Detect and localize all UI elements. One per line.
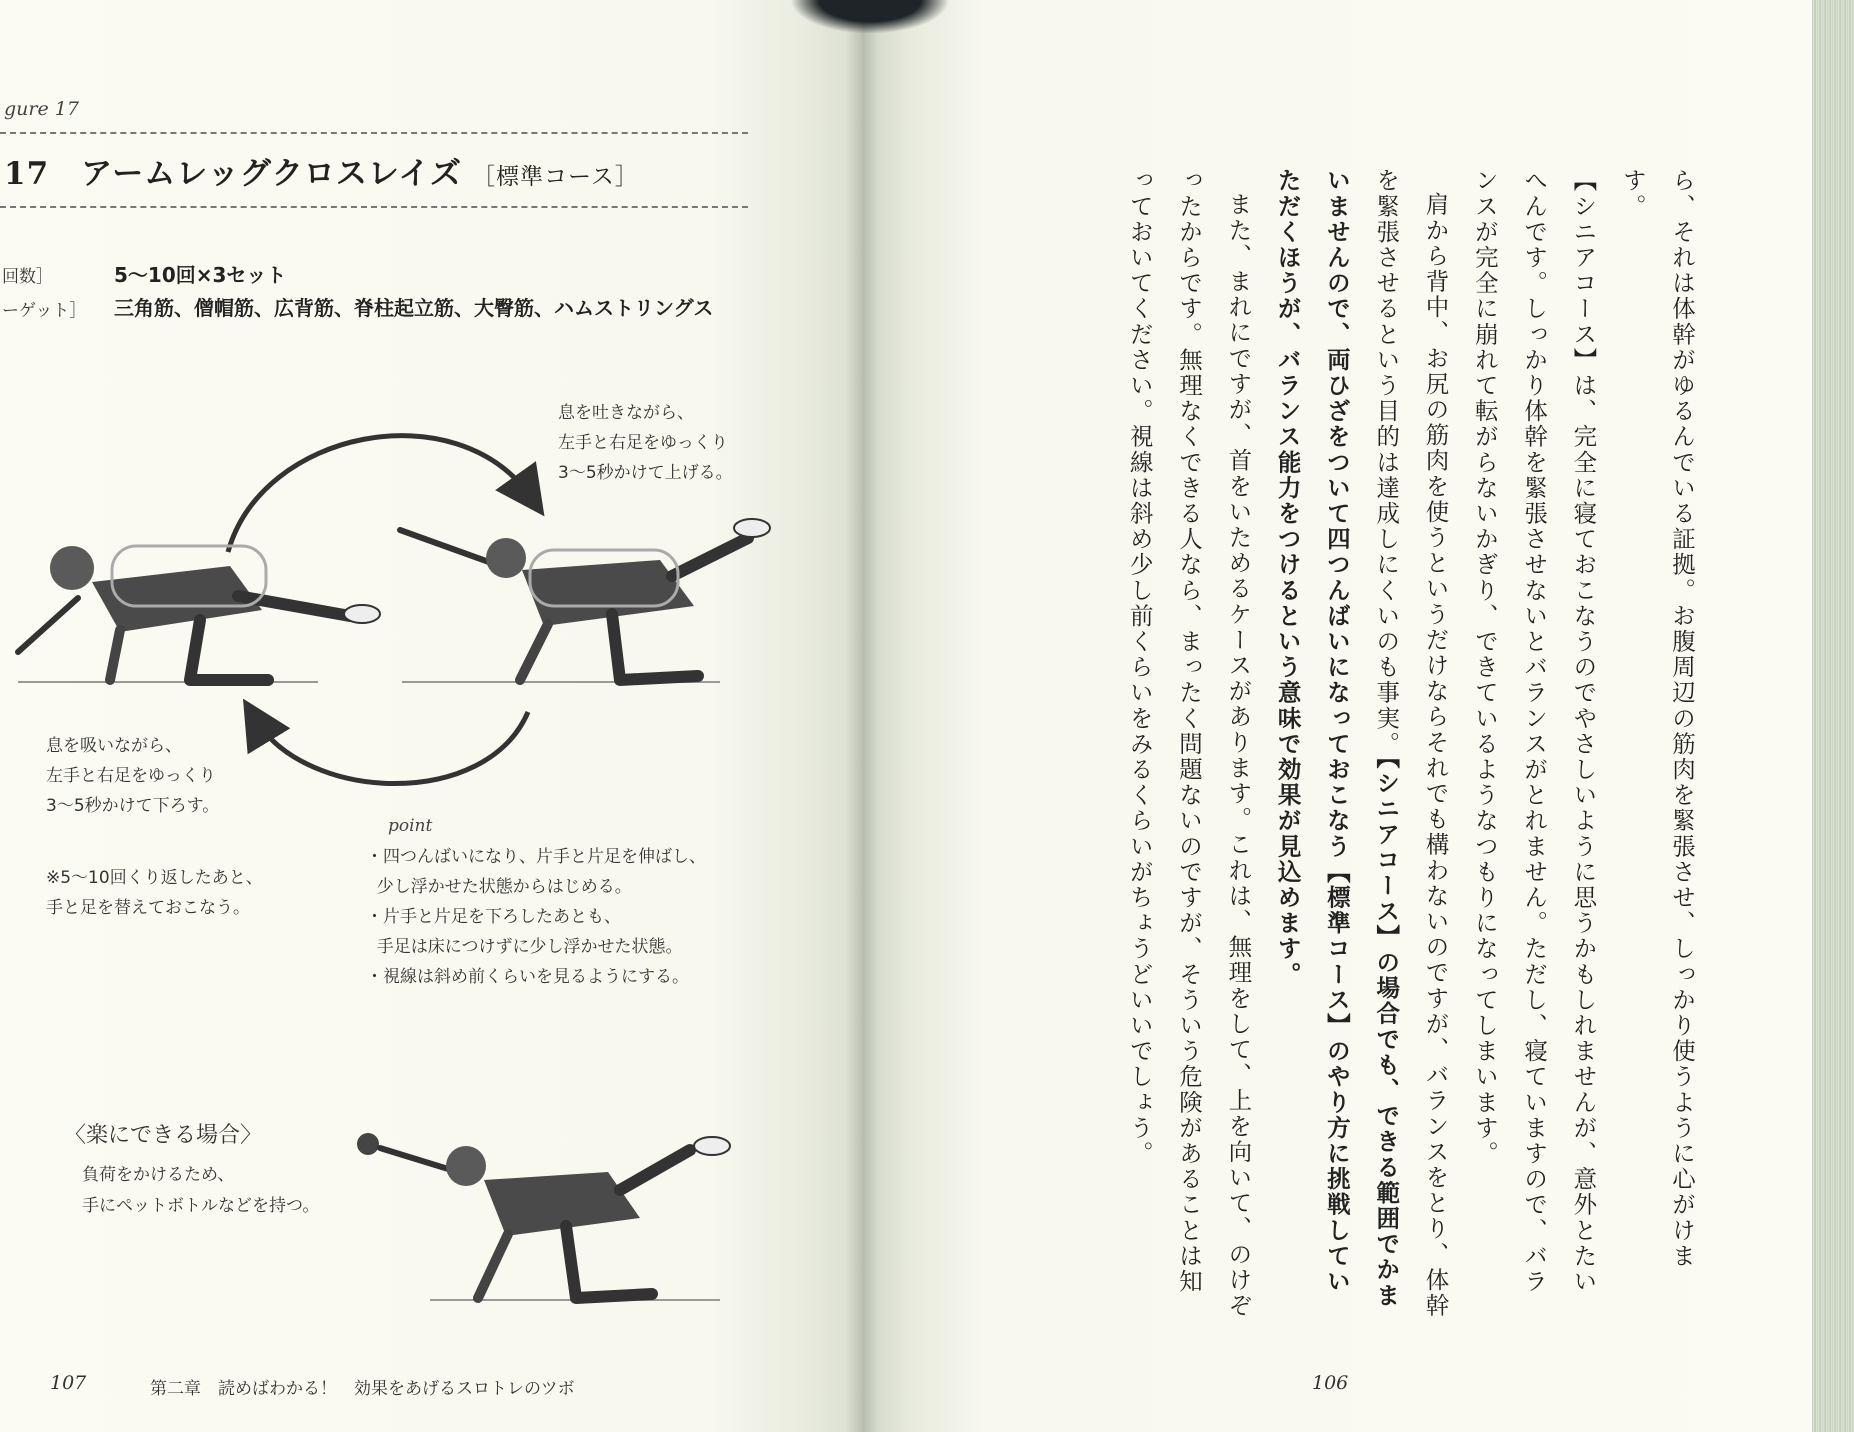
emphasis-text: 【シニアコース】の場合でも、できる範囲でかまいませんので、両ひざをついて四つんばいになっておこなう【標準コース】のやり方に挑戦していただくほうが、バランス能力をつけるという意味で効果が見込めます。 xyxy=(1273,168,1401,1309)
easy-variant-title: 〈楽にできる場合〉 xyxy=(64,1123,263,1148)
easy-variant-note: 負荷をかけるため、 手にペットボトルなどを持つ。 xyxy=(82,1165,320,1216)
body-text xyxy=(960,168,1706,1318)
page-number-right: 106 xyxy=(1312,1372,1349,1394)
course-label: ［標準コース］ xyxy=(472,164,639,190)
figure-start-position-icon xyxy=(18,546,380,682)
paragraph: また、まれにですが、首をいためるケースがあります。これは、無理をして、上を向いて、のけぞったからです。無理なくできる人なら、まったく問題ないのですが、そういう危険があることは知っておいてください。視線は斜め少し前くらいをみるくらいがちょうどいいでしょう。 xyxy=(1125,168,1253,1318)
exhale-note: 息を吐きながら、 左手と右足をゆっくり 3〜5秒かけて上げる。 xyxy=(558,403,733,483)
point-item: ・四つんばいになり、片手と片足を伸ばし、 少し浮かせた状態からはじめる。 xyxy=(366,847,706,897)
paragraph xyxy=(1262,168,1459,1318)
spec-reps-value: 5〜10回×3セット xyxy=(114,263,287,287)
figure-label: gure 17 xyxy=(4,98,79,120)
title-text: アームレッグクロスレイズ xyxy=(81,156,463,192)
point-title: point xyxy=(388,816,433,836)
repeat-note: ※5〜10回くり返したあと、 手と足を替えておこなう。 xyxy=(46,868,263,918)
exercise-illustrations xyxy=(0,0,862,1432)
text-run: 肩から背中、お尻の筋肉を使うというだけならそれでも構わないのですが、バランスをとり、体幹を緊張させるという目的は達成しにくいのも事実。 xyxy=(1372,168,1450,1318)
figure-easy-variant-icon xyxy=(357,1133,730,1300)
spec-target-value: 三角筋、僧帽筋、広背筋、脊柱起立筋、大臀筋、ハムストリングス xyxy=(114,296,714,320)
paragraph: ら、それは体幹がゆるんでいる証拠。お腹周辺の筋肉を緊張させ、しっかり使うように心がけます。 xyxy=(1618,168,1696,1269)
spec-reps-label: 回数］ xyxy=(2,267,53,287)
point-item: ・視線は斜め前くらいを見るようにする。 xyxy=(366,967,689,987)
point-item: ・片手と片足を下ろしたあとも、 手足は床につけずに少し浮かせた状態。 xyxy=(366,907,683,957)
running-head: 第二章 読めばわかる！ 効果をあげるスロトレのツボ xyxy=(150,1379,575,1399)
title-number: 17 xyxy=(4,156,50,192)
page-number-left: 107 xyxy=(50,1372,87,1394)
page-edges xyxy=(1812,0,1854,1432)
figure-raised-position-icon xyxy=(400,519,770,682)
paragraph: 【シニアコース】は、完全に寝ておこなうのでやさしいように思うかもしれませんが、意外とたいへんです。しっかり体幹を緊張させないとバランスがとれません。ただし、寝ていますので、バランスが完全に崩れて転がらないかぎり、できているようなつもりになってしまいます。 xyxy=(1470,168,1598,1295)
spec-target-label: ーゲット］ xyxy=(2,301,87,321)
cycle-arrow-up-icon xyxy=(228,436,530,552)
inhale-note: 息を吸いながら、 左手と右足をゆっくり 3〜5秒かけて下ろす。 xyxy=(46,736,220,816)
cycle-arrow-down-icon xyxy=(256,712,528,784)
